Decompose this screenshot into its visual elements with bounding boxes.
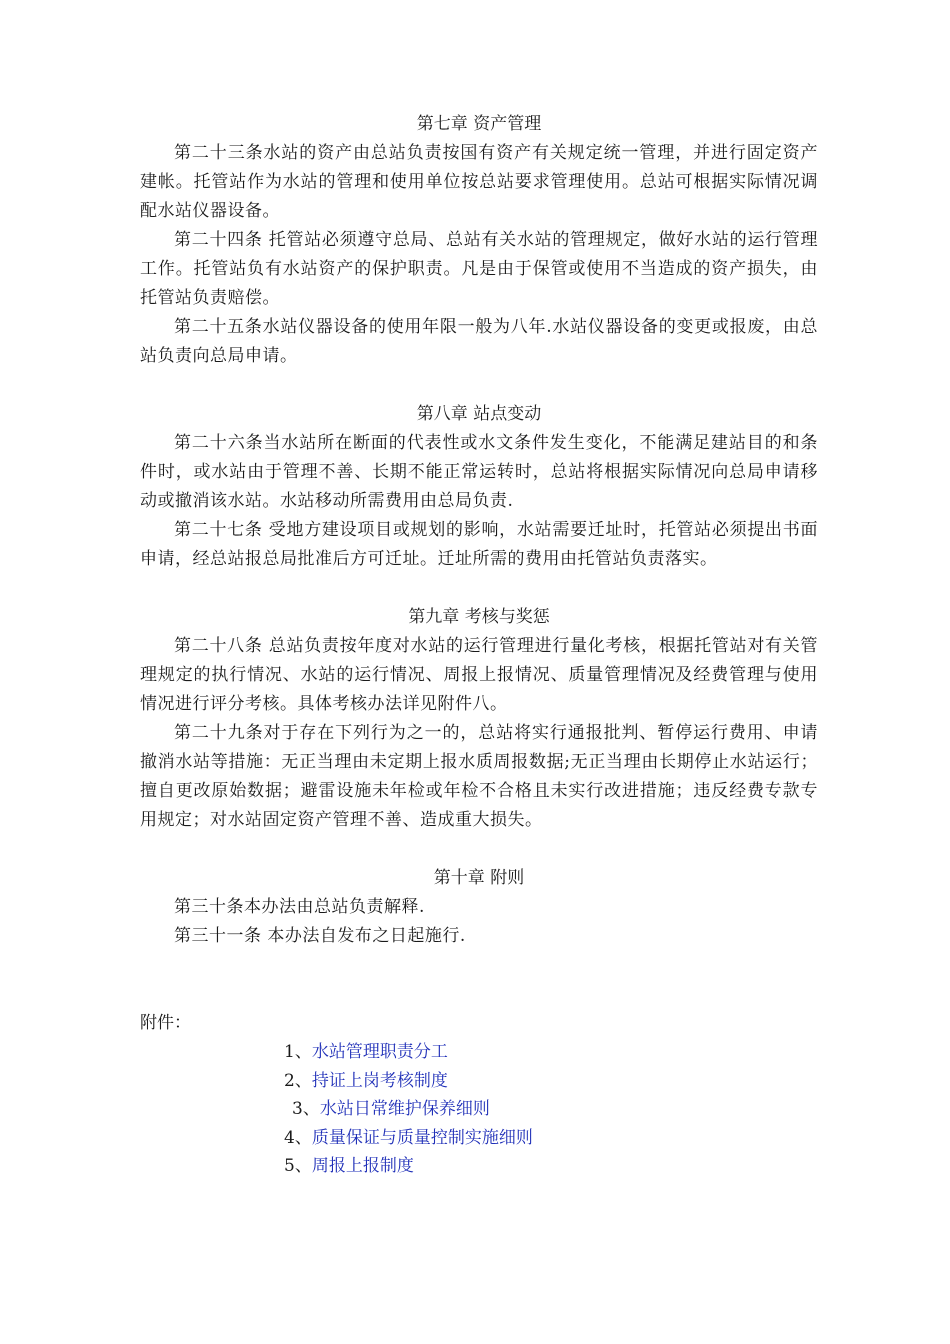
attachment-link-4[interactable]: 质量保证与质量控制实施细则: [311, 1127, 533, 1148]
article-26: 第二十六条当水站所在断面的代表性或水文条件发生变化，不能满足建站目的和条件时，或水站由于管理不善、长期不能正常运转时，总站将根据实际情况向总局申请移动或撤消该水站。水站移动所需费用由总局负责.: [140, 433, 818, 511]
article-24: 第二十四条 托管站必须遵守总局、总站有关水站的管理规定，做好水站的运行管理工作。托管站负有水站资产的保护职责。凡是由于保管或使用不当造成的资产损失，由托管站负责赔偿。: [140, 230, 818, 308]
attachment-number: 4、: [284, 1127, 312, 1148]
document-page: [140, 110, 818, 1181]
article-28: 第二十八条 总站负责按年度对水站的运行管理进行量化考核，根据托管站对有关管理规定的执行情况、水站的运行情况、周报上报情况、质量管理情况及经费管理与使用情况进行评分考核。具体考核办法详见附件八。: [140, 636, 818, 714]
chapter-8-title: 第八章 站点变动: [416, 404, 542, 424]
article-27: 第二十七条 受地方建设项目或规划的影响，水站需要迁址时，托管站必须提出书面申请，经总站报总局批准后方可迁址。迁址所需的费用由托管站负责落实。: [140, 520, 818, 569]
article-29: 第二十九条对于存在下列行为之一的，总站将实行通报批判、暂停运行费用、申请撤消水站等措施：无正当理由未定期上报水质周报数据;无正当理由长期停止水站运行；擅自更改原始数据；避雷设施未年检或年检不合格且未实行改进措施；违反经费专款专用规定；对水站固定资产管理不善、造成重大损失。: [140, 723, 818, 830]
attachment-item-4: [140, 1124, 818, 1153]
attachment-number: 5、: [284, 1156, 312, 1176]
chapter-7-title: 第七章 资产管理: [416, 114, 542, 134]
attachment-link-5[interactable]: 周报上报制度: [311, 1156, 414, 1176]
article-23: 第二十三条水站的资产由总站负责按国有资产有关规定统一管理，并进行固定资产建帐。托管站作为水站的管理和使用单位按总站要求管理使用。总站可根据实际情况调配水站仪器设备。: [140, 143, 818, 221]
chapter-9-title: 第九章 考核与奖惩: [408, 607, 550, 627]
attachment-link-2[interactable]: 持证上岗考核制度: [311, 1070, 448, 1091]
attachment-number: 2、: [284, 1070, 312, 1091]
article-31: 第三十一条 本办法自发布之日起施行.: [174, 926, 466, 946]
attachment-link-1[interactable]: 水站管理职责分工: [311, 1042, 448, 1062]
attachment-item-5: [140, 1152, 818, 1181]
attachment-item-3: [140, 1095, 818, 1124]
attachment-item-2: [140, 1067, 818, 1096]
attachment-link-3[interactable]: 水站日常维护保养细则: [319, 1099, 490, 1119]
attachment-item-1: [140, 1038, 818, 1067]
attachments-list: [140, 1038, 818, 1181]
chapter-10-title: 第十章 附则: [433, 868, 525, 888]
article-25: 第二十五条水站仪器设备的使用年限一般为八年.水站仪器设备的变更或报废，由总站负责向总局申请。: [140, 317, 818, 366]
article-30: 第三十条本办法由总站负责解释.: [174, 897, 425, 917]
attachment-number: 1、: [284, 1042, 312, 1062]
attachment-number: 3、: [292, 1099, 320, 1119]
attachments-label: 附件：: [140, 1013, 191, 1033]
